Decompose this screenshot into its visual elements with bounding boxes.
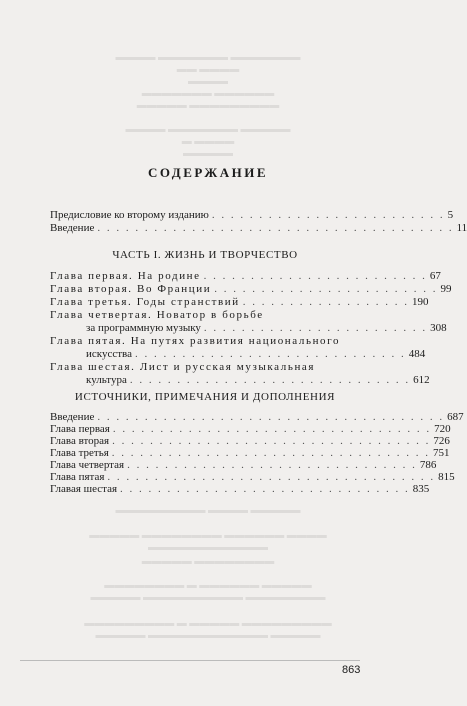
show-through-text: ▬▬▬▬▬▬▬ ▬▬▬▬▬▬	[141, 88, 275, 99]
entry-page: 67	[429, 270, 441, 282]
entry-page: 786	[419, 459, 437, 471]
entry-label-continued: культура	[86, 374, 127, 386]
entry-label: Глава пятая. На путях развития национального	[50, 335, 341, 347]
show-through-text: ▬ ▬▬▬▬	[181, 136, 235, 147]
dot-leader: . . . . . . . . . . . . . . . . . . . . . . . . .	[211, 209, 445, 221]
show-through-text: ▬▬▬▬▬ ▬▬▬▬▬▬▬▬ ▬▬▬▬▬▬ ▬▬▬▬	[89, 530, 327, 541]
entry-page: 687	[447, 411, 464, 423]
entry-label: Введение	[50, 222, 95, 234]
dot-leader: . . . . . . . . . . . . . . . . . . . . . . . . . . . . . .	[129, 374, 411, 386]
show-through-text: ▬▬▬▬ ▬▬▬▬▬▬▬ ▬▬▬▬▬▬▬	[115, 52, 301, 63]
show-through-text: ▬▬▬▬▬▬▬▬▬ ▬ ▬▬▬▬▬ ▬▬▬▬▬▬▬▬▬	[84, 618, 332, 629]
entry-label: Предисловие ко второму изданию	[50, 209, 209, 221]
page-number: 863	[342, 664, 361, 676]
page-title: СОДЕРЖАНИЕ	[147, 165, 269, 180]
part-heading: ИСТОЧНИКИ, ПРИМЕЧАНИЯ И ДОПОЛНЕНИЯ	[74, 391, 336, 403]
dot-leader: . . . . . . . . . . . . . . . . . . . . . . . .	[214, 283, 438, 295]
entry-label-continued: за программную музыку	[86, 322, 201, 334]
show-through-text: ▬▬▬▬▬▬▬▬▬▬▬▬	[148, 542, 268, 553]
toc-entry-chapter	[50, 309, 447, 335]
entry-page: 308	[430, 322, 447, 334]
entry-page: 612	[413, 374, 430, 386]
entry-page: 484	[408, 348, 426, 360]
show-through-text: ▬▬▬▬▬▬▬▬ ▬ ▬▬▬▬▬▬ ▬▬▬▬▬	[104, 580, 312, 591]
entry-label: Глава первая. На родине	[50, 270, 201, 282]
dot-leader: . . . . . . . . . . . . . . . . . . . . . . . .	[203, 322, 428, 334]
show-through-text: ▬▬▬▬▬ ▬▬▬▬▬▬▬▬▬▬ ▬▬▬▬▬▬▬▬	[90, 592, 326, 603]
entry-label: Глава пятая	[50, 471, 105, 483]
toc-entry-chapter	[50, 296, 429, 309]
footer-rule	[20, 660, 360, 661]
show-through-text: ▬▬▬▬▬	[183, 148, 233, 159]
toc-entry-chapter	[50, 361, 430, 387]
entry-page: 835	[412, 483, 430, 495]
entry-label: Глава четвертая	[50, 459, 125, 471]
show-through-text: ▬▬▬▬▬▬▬▬▬ ▬▬▬▬ ▬▬▬▬▬	[115, 505, 301, 516]
entry-page: 5	[447, 209, 454, 221]
entry-label: Введение	[50, 411, 95, 423]
dot-leader: . . . . . . . . . . . . . . . . . . . . . . . . . . . . . . . . . .	[111, 447, 431, 459]
entry-label: Глава шестая. Лист и русская музыкальная	[50, 361, 316, 373]
dot-leader: . . . . . . . . . . . . . . . . . . . . . . . . . . . . . . .	[120, 483, 410, 495]
dot-leader: . . . . . . . . . . . . . . . . . . . . . . . . . . . . .	[134, 348, 406, 360]
show-through-text: ▬▬▬▬▬ ▬▬▬▬▬▬▬▬▬	[136, 100, 280, 111]
show-through-text: ▬▬▬▬ ▬▬▬▬▬▬▬ ▬▬▬▬▬	[125, 124, 291, 135]
entry-label: Глава первая	[50, 423, 110, 435]
entry-label: Глава вторая. Во Франции	[50, 283, 212, 295]
entry-page: 815	[438, 471, 455, 483]
entry-page: 11	[456, 222, 467, 234]
toc-entry-chapter	[50, 270, 441, 283]
entry-label: Глава третья	[50, 447, 109, 459]
entry-page: 99	[440, 283, 452, 295]
entry-label: Глава третья. Годы странствий	[50, 296, 240, 308]
toc-entry-preface	[50, 209, 454, 222]
part-heading: ЧАСТЬ I. ЖИЗНЬ И ТВОРЧЕСТВО	[112, 249, 298, 261]
entry-label: Главая шестая	[50, 483, 118, 495]
entry-page: 720	[434, 423, 451, 435]
toc-entry-notes	[50, 483, 430, 496]
entry-label: Глава вторая	[50, 435, 110, 447]
show-through-text: ▬▬▬▬▬ ▬▬▬▬▬▬▬▬	[141, 556, 275, 567]
dot-leader: . . . . . . . . . . . . . . . . . . . . . . . . . . . . . . . . . . . . . .	[97, 222, 454, 234]
toc-entry-chapter	[50, 283, 452, 296]
entry-page: 751	[433, 447, 450, 459]
dot-leader: . . . . . . . . . . . . . . . . . . . . . . . . . . . . . . . . . . . . .	[97, 411, 445, 423]
show-through-text: ▬▬ ▬▬▬▬	[176, 64, 240, 75]
dot-leader: . . . . . . . . . . . . . . . . . . . . . . . . . . . . . . .	[127, 459, 417, 471]
dot-leader: . . . . . . . . . . . . . . . . . .	[242, 296, 410, 308]
entry-label-continued: искусства	[86, 348, 132, 360]
show-through-text: ▬▬▬▬	[188, 76, 228, 87]
entry-page: 726	[433, 435, 450, 447]
show-through-text: ▬▬▬▬▬ ▬▬▬▬▬▬▬▬▬▬▬▬ ▬▬▬▬▬	[95, 630, 321, 641]
toc-entry-introduction	[50, 222, 467, 235]
dot-leader: . . . . . . . . . . . . . . . . . . . . . . . . . . . . . . . . . . .	[107, 471, 436, 483]
dot-leader: . . . . . . . . . . . . . . . . . . . . . . . . . . . . . . . . . .	[112, 423, 432, 435]
dot-leader: . . . . . . . . . . . . . . . . . . . . . . . .	[203, 270, 427, 282]
toc-entry-chapter	[50, 335, 426, 361]
dot-leader: . . . . . . . . . . . . . . . . . . . . . . . . . . . . . . . . . .	[112, 435, 431, 447]
entry-label: Глава четвертая. Новатор в борьбе	[50, 309, 264, 321]
entry-page: 190	[412, 296, 429, 308]
